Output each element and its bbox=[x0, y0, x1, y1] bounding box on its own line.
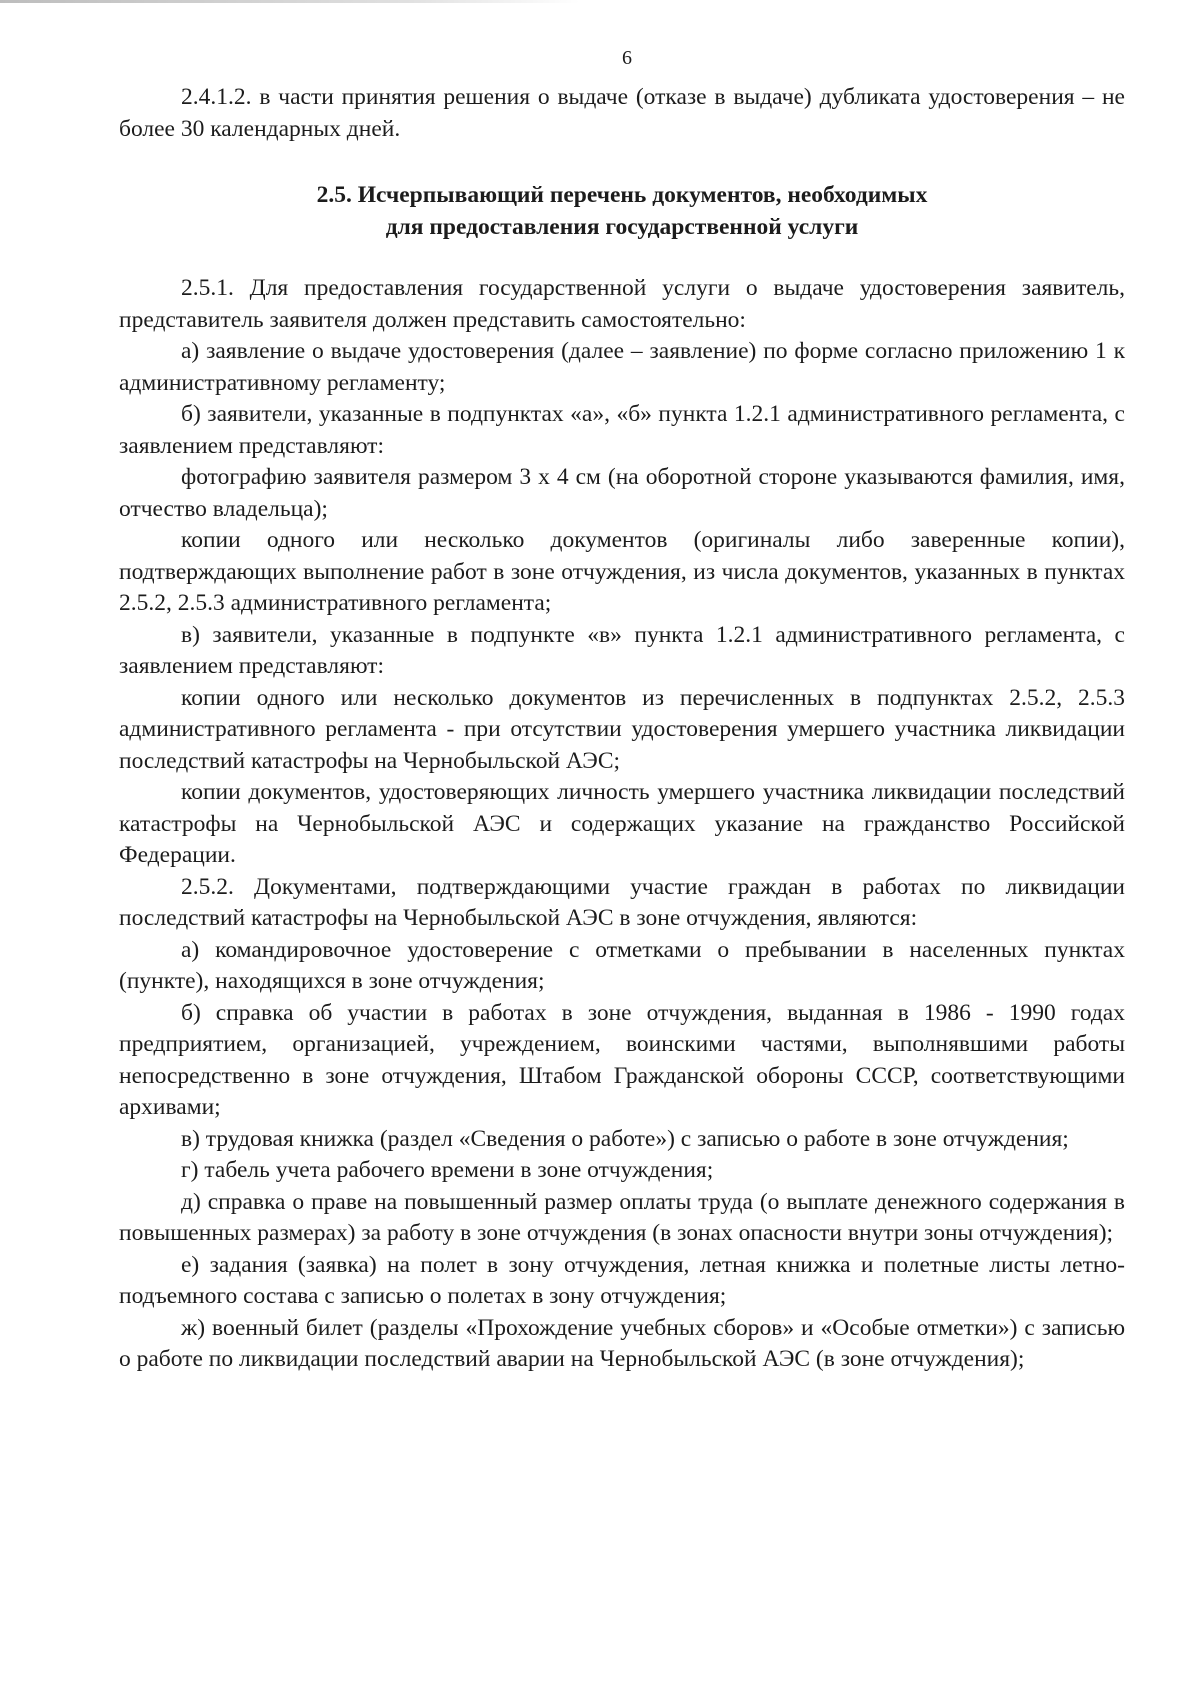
doc-item-b: б) справка об участии в работах в зоне отчуждения, выданная в 1986 - 1990 годах предприятием, организацией, учреждением, воинскими частями, выполнявшими работы непосредственно в зоне отчуждения, Штабом Гражданской обороны СССР, соответствующими архивами; bbox=[119, 999, 1125, 1120]
list-item-document-copies: копии одного или несколько документов (оригиналы либо заверенные копии), подтверждающих выполнение работ в зоне отчуждения, из числа документов, указанных в пунктах 2.5.2, 2.5.3 административного регламента; bbox=[119, 527, 1125, 616]
list-item-a: а) заявление о выдаче удостоверения (далее – заявление) по форме согласно приложению 1 к административному регламенту; bbox=[119, 338, 1125, 396]
scan-edge-shadow bbox=[0, 0, 580, 3]
list-item-photo: фотографию заявителя размером 3 х 4 см (на оборотной стороне указываются фамилия, имя, отчество владельца); bbox=[119, 464, 1125, 522]
paragraph-2-4-1-2: 2.4.1.2. в части принятия решения о выдаче (отказе в выдаче) дубликата удостоверения – не более 30 календарных дней. bbox=[119, 84, 1125, 142]
section-heading-2-5 bbox=[119, 179, 1125, 243]
paragraph-2-5-2: 2.5.2. Документами, подтверждающими участие граждан в работах по ликвидации последствий катастрофы на Чернобыльской АЭС в зоне отчуждения, являются: bbox=[119, 873, 1125, 931]
doc-item-d: д) справка о праве на повышенный размер оплаты труда (о выплате денежного содержания в повышенных размерах) за работу в зоне отчуждения (в зонах опасности внутри зоны отчуждения); bbox=[119, 1188, 1125, 1246]
list-item-v: в) заявители, указанные в подпункте «в» пункта 1.2.1 административного регламента, с заявлением представляют: bbox=[119, 621, 1125, 679]
section-heading-line-1: 2.5. Исчерпывающий перечень документов, необходимых bbox=[316, 182, 928, 208]
list-item-deceased-copies: копии одного или несколько документов из перечисленных в подпунктах 2.5.2, 2.5.3 административного регламента - при отсутствии удостоверения умершего участника ликвидации последствий катастрофы на Чернобыльской АЭС; bbox=[119, 684, 1125, 774]
list-item-b: б) заявители, указанные в подпунктах «а», «б» пункта 1.2.1 административного регламента, с заявлением представляют: bbox=[119, 401, 1125, 459]
section-heading-line-2: для предоставления государственной услуги bbox=[385, 214, 859, 240]
document-page bbox=[119, 44, 1125, 1376]
doc-item-v: в) трудовая книжка (раздел «Сведения о работе») с записью о работе в зоне отчуждения; bbox=[181, 1125, 1069, 1152]
paragraph-2-5-1: 2.5.1. Для предоставления государственной услуги о выдаче удостоверения заявитель, представитель заявителя должен представить самостоятельно: bbox=[119, 275, 1125, 333]
page-number: 6 bbox=[622, 47, 632, 69]
list-item-identity-copies: копии документов, удостоверяющих личность умершего участника ликвидации последствий катастрофы на Чернобыльской АЭС и содержащих указание на гражданство Российской Федерации. bbox=[119, 779, 1125, 868]
doc-item-zh: ж) военный билет (разделы «Прохождение учебных сборов» и «Особые отметки») с записью о работе по ликвидации последствий аварии на Чернобыльской АЭС (в зоне отчуждения); bbox=[119, 1314, 1125, 1372]
doc-item-a: а) командировочное удостоверение с отметками о пребывании в населенных пунктах (пункте), находящихся в зоне отчуждения; bbox=[119, 936, 1125, 994]
doc-item-g: г) табель учета рабочего времени в зоне отчуждения; bbox=[181, 1157, 714, 1183]
doc-item-e: е) задания (заявка) на полет в зону отчуждения, летная книжка и полетные листы летно-подъемного состава с записью о полетах в зону отчуждения; bbox=[119, 1251, 1125, 1309]
